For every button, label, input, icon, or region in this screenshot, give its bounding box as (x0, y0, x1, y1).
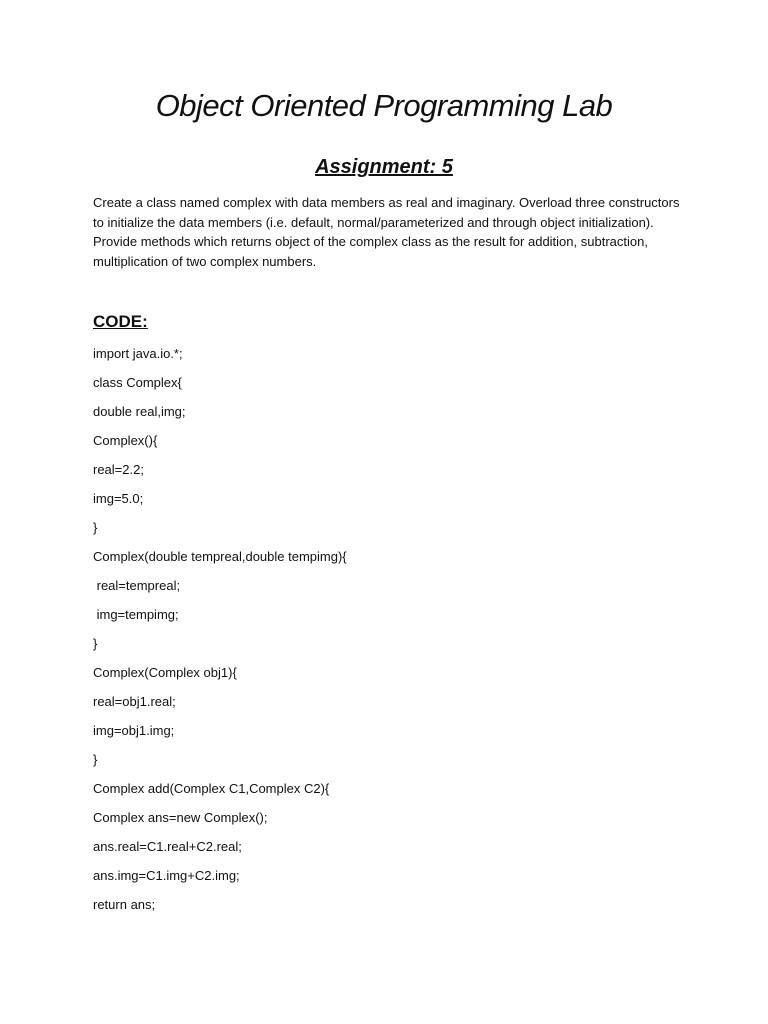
code-line: return ans; (93, 897, 156, 912)
code-heading: CODE: (93, 312, 148, 331)
document-title: Object Oriented Programming Lab (155, 88, 613, 123)
code-line: Complex ans=new Complex(); (93, 810, 268, 825)
code-listing (93, 346, 693, 926)
code-line: double real,img; (93, 404, 186, 419)
code-line: Complex(Complex obj1){ (93, 665, 237, 680)
code-line: import java.io.*; (93, 346, 183, 361)
code-line: Complex(double tempreal,double tempimg){ (93, 549, 347, 564)
code-line: } (93, 636, 98, 651)
code-line: ans.real=C1.real+C2.real; (93, 839, 242, 854)
code-line: Complex add(Complex C1,Complex C2){ (93, 781, 330, 796)
assignment-description: Create a class named complex with data members as real and imaginary. Overload three constructors to initialize the data members (i.e. default, normal/parameterized and through object initialization). Provide methods which returns object of the complex class as the result for addition, subtraction, multiplication of two complex numbers. (93, 195, 680, 269)
code-line: img=5.0; (93, 491, 144, 506)
code-line: class Complex{ (93, 375, 182, 390)
code-line: real=obj1.real; (93, 694, 176, 709)
assignment-heading: Assignment: 5 (315, 156, 453, 178)
code-line: real=2.2; (93, 462, 144, 477)
code-line: img=obj1.img; (93, 723, 175, 738)
code-line: ans.img=C1.img+C2.img; (93, 868, 240, 883)
code-line: img=tempimg; (93, 607, 179, 622)
code-line: Complex(){ (93, 433, 158, 448)
code-line: real=tempreal; (93, 578, 181, 593)
code-line: } (93, 520, 98, 535)
code-line: } (93, 752, 98, 767)
